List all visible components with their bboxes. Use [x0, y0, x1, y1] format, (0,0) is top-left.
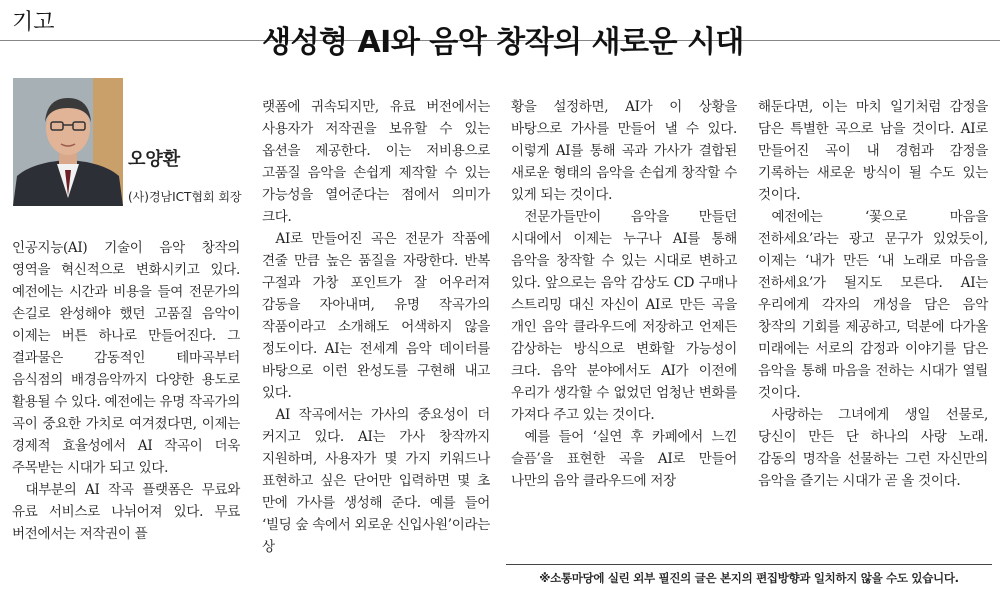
footnote-rule — [506, 564, 992, 565]
paragraph: 대부분의 AI 작곡 플랫폼은 무료와 유료 서비스로 나뉘어져 있다. 무료 버전에서는 저작권이 플 — [12, 482, 240, 542]
column-2 — [262, 96, 490, 558]
paragraph: 사랑하는 그녀에게 생일 선물로, 당신이 만든 단 하나의 사랑 노래. 감동의 명작을 선물하는 그런 자신만의 음악을 즐기는 시대가 곧 올 것이다. — [758, 407, 988, 489]
paragraph: 황을 설정하면, AI가 이 상황을 바탕으로 가사를 만들어 낼 수 있다. 이렇게 AI를 통해 곡과 가사가 결합된 새로운 형태의 음악을 손쉽게 창작할 수 있게 되는 것이다. — [511, 99, 737, 203]
headline: 생성형 AI와 음악 창작의 새로운 시대 — [262, 25, 744, 60]
column-3 — [511, 96, 737, 492]
paragraph: 랫폼에 귀속되지만, 유료 버전에서는 사용자가 저작권을 보유할 수 있는 옵션을 제공한다. 이는 저비용으로 고품질 음악을 손쉽게 제작할 수 있는 가능성을 열어준다는 점에서 의미가 크다. — [262, 99, 490, 225]
section-label: 기고 — [12, 10, 55, 35]
column-4 — [758, 96, 988, 492]
footnote: ※소통마당에 실린 외부 필진의 글은 본지의 편집방향과 일치하지 않을 수도 있습니다. — [539, 571, 959, 585]
author-photo — [13, 78, 123, 206]
paragraph: 인공지능(AI) 기술이 음악 창작의 영역을 혁신적으로 변화시키고 있다. 예전에는 시간과 비용을 들여 전문가의 손길로 완성해야 했던 고품질 음악이 이제는 버튼 하나로 만들어진다. 그 결과물은 감동적인 테마곡부터 음식점의 배경음악까지 다양한 용도로 활용될 수 있다. 예전에는 유명 작곡가의 곡이 중요한 가치로 여겨졌다면, 이제는 경제적 효율성에서 AI 작곡이 더욱 주목받는 시대가 되고 있다. — [12, 240, 240, 476]
author-portrait-image — [13, 78, 123, 206]
author-name: 오양환 — [128, 149, 181, 170]
paragraph: AI로 만들어진 곡은 전문가 작품에 견줄 만큼 높은 품질을 자랑한다. 반복 구절과 가창 포인트가 잘 어우러져 감동을 자아내며, 유명 작곡가의 작품이라고 소개해도 어색하지 않을 정도이다. AI는 전세계 음악 데이터를 바탕으로 이런 완성도를 구현해 내고 있다. — [262, 231, 490, 401]
paragraph: 해둔다면, 이는 마치 일기처럼 감정을 담은 특별한 곡으로 남을 것이다. AI로 만들어진 곡이 내 경험과 감정을 기록하는 새로운 방식이 될 수도 있는 것이다. — [758, 99, 988, 203]
paragraph: AI 작곡에서는 가사의 중요성이 더 커지고 있다. AI는 가사 창작까지 지원하며, 사용자가 몇 가지 키워드나 표현하고 싶은 단어만 입력하면 몇 초 만에 가사를 생성해 준다. 예를 들어 ‘빌딩 숲 속에서 외로운 신입사원’이라는 상 — [262, 407, 490, 555]
paragraph: 예를 들어 ‘실연 후 카페에서 느낀 슬픔’을 표현한 곡을 AI로 만들어 나만의 음악 클라우드에 저장 — [511, 429, 737, 489]
column-1 — [12, 237, 240, 545]
paragraph: 예전에는 ‘꽃으로 마음을 전하세요’라는 광고 문구가 있었듯이, 이제는 ‘내가 만든 ‘내 노래로 마음을 전하세요’가 될지도 모른다. AI는 우리에게 각자의 개성을 담은 음악 창작의 기회를 제공하고, 덕분에 다가올 미래에는 서로의 감정과 이야기를 담은 음악을 통해 마음을 전하는 시대가 열릴 것이다. — [758, 209, 988, 401]
author-title: (사)경남ICT협회 회장 — [128, 190, 242, 204]
paragraph: 전문가들만이 음악을 만들던 시대에서 이제는 누구나 AI를 통해 음악을 창작할 수 있는 시대로 변하고 있다. 앞으로는 음악 감상도 CD 구매나 스트리밍 대신 자신이 AI로 만든 곡을 개인 음악 클라우드에 저장하고 언제든 감상하는 방식으로 변화할 가능성이 크다. 음악 분야에서도 AI가 이전에 우리가 생각할 수 없었던 엄청난 변화를 가져다 주고 있는 것이다. — [511, 209, 737, 423]
